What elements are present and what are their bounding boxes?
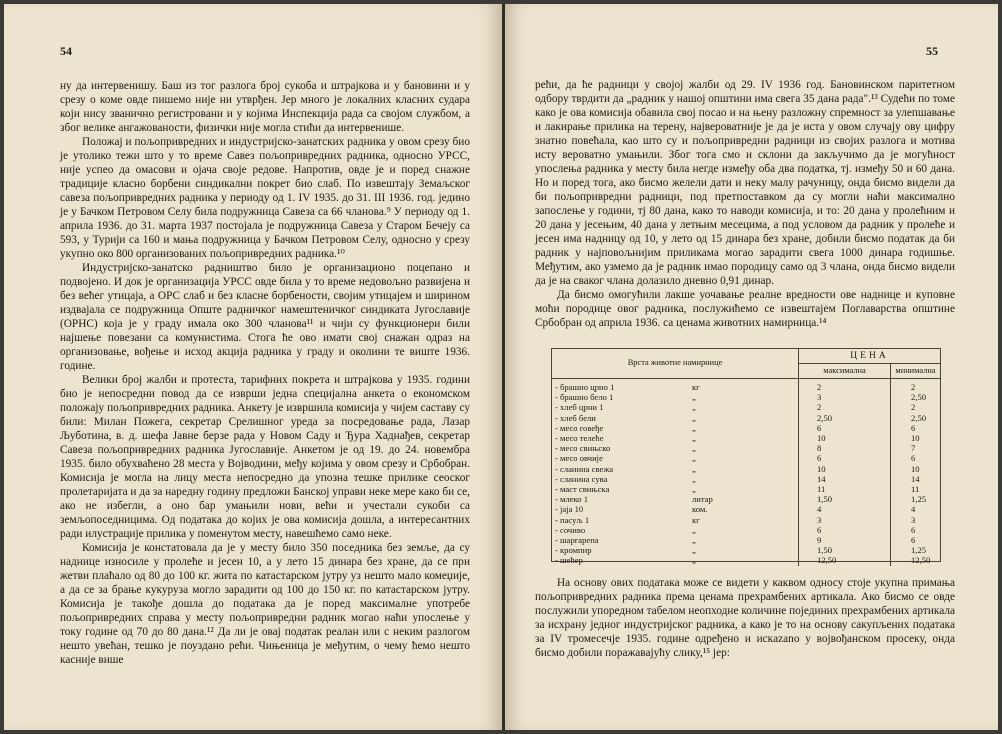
paragraph: Положај и пољопривредних и индустријско-занатских радника у овом срезу био је утолико тежи што у то време Савез пољопривредних радника, односно УРСС, није успео да омасови и ојача своје редове. Напротив, овде је и поред снажне традиције класно борбени синдикални покрет био слаб. По извештају Земаљског савеза пољопривредних радника у периоду од 1. IV 1935. до 31. III 1936. год. једино је у Бачком Петровом Селу била подружница Савеза са 66 чланова.⁹ У периоду од 1. априла 1936. до 31. марта 1937 постојала је подружница Савеза у Старом Бечеју са 593, у Турији са 160 и мања подружница у Бачком Петровом Селу, односно у срезу укупно око 800 организованих пољопривредних радника.¹⁰ <box>60 136 470 260</box>
table-cell-max: 3 <box>799 392 891 402</box>
table-cell-min: 10 <box>911 463 920 474</box>
item-name: - шећер <box>555 555 583 566</box>
table-cell-min: 6 <box>911 453 916 464</box>
item-unit: „ <box>692 484 696 495</box>
table-cell-item <box>552 515 799 525</box>
price-table <box>551 348 941 566</box>
page-number: 54 <box>60 44 72 58</box>
table-cell-max: 4 <box>799 504 891 514</box>
item-unit: „ <box>692 422 696 433</box>
table-header-max: максимална <box>799 364 891 379</box>
item-name: - маст свињска <box>555 484 610 495</box>
table-cell-min: 2 <box>911 402 916 413</box>
table-cell-max: 11 <box>799 484 891 494</box>
item-name: - месо говеђе <box>555 422 604 433</box>
table-cell-min: 2 <box>911 382 916 392</box>
item-unit: литар <box>692 494 713 505</box>
table-row <box>552 504 940 514</box>
right-page <box>505 4 998 730</box>
table-cell-item <box>552 484 799 494</box>
table-cell-item <box>552 525 799 535</box>
table-row <box>552 402 940 412</box>
table-cell-item <box>552 379 799 393</box>
paragraph: Да бисмо омогућили лакше уочавање реалне вредности ове наднице и куповне моћи породице овог радника, послужићемо се извештајем Поглаварства општине Србобран од априла 1936. са ценама животних намирница.¹⁴ <box>535 289 955 329</box>
item-name: - месо свињско <box>555 443 611 454</box>
item-name: - хлеб црни 1 <box>555 402 604 413</box>
table-cell-min: 6 <box>911 524 916 535</box>
table-cell-item <box>552 474 799 484</box>
item-unit: ком. <box>692 504 708 515</box>
table-cell-max: 6 <box>799 453 891 463</box>
item-name: - сочиво <box>555 524 586 535</box>
paragraph: Велики број жалби и протеста, тарифних покрета и штрајкова у 1935. години био је непосредни повод да се изврши једна специјална анкета о економском положају пољопривредних радника. Анкету је извршила комисија у чијем саставу су били: Милан Пожега, секретар Срелишног уреда за посредовање рада, Лазар Љуботина, в. д. шефа Јавне берзе рада у Новом Саду и Ђура Хаднађев, секретар Савеза пољопривредних радника Југославије. Анкетом је од 19. до 24. новембра 1935. било обухваћено 28 места у Војводини, међу којима у овом срезу и Србобран. Комисија је могла на лицу места непосредно да упозна тешке прилике сеоског пролетаријата и да за наредну годину предложи Банској управи неке мере како би се, ако не избегли, а оно бар умањили нови, већи и учестали сукоби са земљопоседницима. Од података до којих је ова комисија дошла, а интересантних ради илустрације прилика у поменутом месту, навешћемо само неке. <box>60 374 470 540</box>
left-page <box>4 4 502 730</box>
table-header-price: ЦЕНА <box>799 349 941 364</box>
right-page-text-bottom <box>535 576 955 660</box>
item-unit: кг <box>692 382 700 392</box>
item-unit: „ <box>692 433 696 444</box>
table-row <box>552 545 940 555</box>
table-cell-max: 1,50 <box>799 494 891 504</box>
table-cell-item <box>552 555 799 565</box>
table-cell-max: 10 <box>799 433 891 443</box>
paragraph: Комисија је констатовала да је у месту било 350 поседника без земље, да су наднице износиле у пролеће и јесен 10, а у лето 15 динара без хране, да се при жетви плаћало од 80 до 100 кг. жита по катастарском јутру уз нешто мало комеџије, а да се за брање кукуруза могло зарадити од 100 до 150 кг. по катастарском јутру. Комисија је такође дошла до података да је поред максималне употребе пољопривредних справа у месту пољопривредни радник могао наћи упослење у току године од 70 до 80 дана.¹² Да ли је овај податак реалан или с неким разлогом нешто увећан, тешко је поуздано рећи. Чињеница је међутим, о чему ћемо нешто касније више <box>60 542 470 666</box>
table-cell-min: 6 <box>911 535 916 546</box>
table-row <box>552 535 940 545</box>
table-cell-min: 14 <box>911 473 920 484</box>
item-unit: кг <box>692 514 700 525</box>
item-name: - брашно црно 1 <box>555 382 615 392</box>
item-name: - месо овчије <box>555 453 603 464</box>
item-name: - сланина сува <box>555 473 608 484</box>
item-unit: „ <box>692 392 696 403</box>
paragraph: ну да интервенишу. Баш из тог разлога број сукоба и штрајкова и у бановини и у срезу о коме овде пишемо није ни утврђен. Јер много је локалних класних судара који нису званично регистровани и у којима Инспекција рада са својом службом, а због велике ангажованости, физички није могла стићи да интервенише. <box>60 80 470 134</box>
item-name: - шаргарепа <box>555 535 599 546</box>
table-cell-item <box>552 504 799 514</box>
table-cell-item <box>552 433 799 443</box>
table-cell-item <box>552 443 799 453</box>
table-cell-min: 2,50 <box>911 412 927 423</box>
table-cell-max: 2,50 <box>799 413 891 423</box>
table-row <box>552 379 940 393</box>
table-row <box>552 474 940 484</box>
table-cell-min: 2,50 <box>911 392 927 403</box>
table-cell-min: 12,50 <box>911 555 931 566</box>
item-name: - хлеб бели <box>555 412 596 423</box>
table-cell-min: 4 <box>911 504 916 515</box>
item-unit: „ <box>692 545 696 556</box>
table-row <box>552 555 940 565</box>
table-cell-max: 2 <box>799 379 891 393</box>
table-cell-max: 6 <box>799 423 891 433</box>
item-name: - брашно бело 1 <box>555 392 614 403</box>
table-row <box>552 443 940 453</box>
table-header-item: Врста животне намирнице <box>552 349 799 379</box>
item-unit: „ <box>692 555 696 566</box>
table-cell-max: 8 <box>799 443 891 453</box>
table-cell-max: 12,50 <box>799 555 891 565</box>
table-cell-max: 6 <box>799 525 891 535</box>
table-body <box>552 379 940 566</box>
item-unit: „ <box>692 524 696 535</box>
left-page-text <box>60 79 470 667</box>
table-row <box>552 413 940 423</box>
item-name: - месо телеће <box>555 433 604 444</box>
table-header-min: минимална <box>891 364 941 379</box>
table-row <box>552 453 940 463</box>
item-name: - кромпир <box>555 545 592 556</box>
item-name: - млеко 1 <box>555 494 589 505</box>
table-cell-item <box>552 494 799 504</box>
table-cell-min: 7 <box>911 443 916 454</box>
table-cell-item <box>552 402 799 412</box>
item-unit: „ <box>692 463 696 474</box>
table-cell-item <box>552 453 799 463</box>
item-unit: „ <box>692 453 696 464</box>
table-cell-min: 11 <box>911 484 920 495</box>
table-row <box>552 494 940 504</box>
table-cell-item <box>552 545 799 555</box>
item-name: - јаја 10 <box>555 504 584 515</box>
table-cell-item <box>552 392 799 402</box>
table-row <box>552 423 940 433</box>
table-cell-max: 14 <box>799 474 891 484</box>
paragraph: На основу ових података може се видети у каквом односу стоје укупна примања пољопривредних радника према ценама прехрамбених артикала. Ако бисмо се овде послужили упоредном табелом неопходне количине појединих прехрамбених артикала за исхрану једног индустријског радника, а како је то на основу сакупљених података за IV тромесечје 1935. године одређено и искazano у војвођанском просеку, онда бисмо добили поражавајућу слику,¹⁵ јер: <box>535 577 955 659</box>
table-cell-item <box>552 464 799 474</box>
table-cell-min: 1,25 <box>911 494 927 505</box>
table-cell-max: 2 <box>799 402 891 412</box>
item-unit: „ <box>692 412 696 423</box>
page-number: 55 <box>926 44 938 58</box>
item-name: - сланина свежа <box>555 463 614 474</box>
table-cell-max: 10 <box>799 464 891 474</box>
paragraph: Индустријско-занатско радништво било је организационо поцепано и подвојено. И док је организација УРСС овде била у то време недовољно развијена и без већег утицаја, а ОРС слаб и без класне борбености, својим утицајем и ширином издвајала се подружница Опште радничког намештеничког синдиката Југославије (ОРНС) која је у граду имала око 300 чланова¹¹ и чији су функционери били најшење повезани са комунистима. Стога ће ово имати свој снажан одраз на организовање, вођење и исход акција радника у граду и околини те виште 1936. године. <box>60 262 470 372</box>
table-cell-max: 1,50 <box>799 545 891 555</box>
table-cell-min: 10 <box>911 433 920 444</box>
table-row <box>552 464 940 474</box>
table-cell-item <box>552 413 799 423</box>
table-cell-max: 9 <box>799 535 891 545</box>
table-cell-max: 3 <box>799 515 891 525</box>
table-cell-min: 3 <box>911 514 916 525</box>
item-unit: „ <box>692 535 696 546</box>
paragraph: рећи, да ће радници у својој жалби од 29. IV 1936 год. Бановинском паритетном одбору тврдити да „радник у нашој општини има свега 35 дана рада".¹³ Судећи по томе како је ова комисија обавила свој посао и на њену разложну спремност за улепшавање и лакирање прилика на терену, највероватније је да је иста у овом случају ову цифру знатно повећала, као што су и пољопривредни радници из својих разлога и мотива исту вероватно умањили. Због тога смо и склони да закључимо да је могућност упослења радника у месту била негде између оба два податка, тј. између 50 и 60 дана. Но и поред тога, ако бисмо желели дати и неку малу рачуницу, онда бисмо видели да би пољопривредни радници, под претпоставком да су могли наћи максимално запослење у години, тј 80 дана, како то наводи комисија, и то: 20 дана у пролећним и 20 дана у јесењим, 40 дана у летњим месецима, а под условом да радник у пролеће и јесен има надницу од 10, у лето од 15 динара без хране, добили бисмо податак да би радник у најповољнијим приликама могао зарадити свега 1000 динара годишње. Међутим, ако узмемо да је радник имао породицу само од 3 члана, онда бисмо видели да је на сваког члана долазило дневно 0,91 динар. <box>535 79 955 287</box>
table-cell-item <box>552 423 799 433</box>
item-name: - пасуљ 1 <box>555 514 590 525</box>
right-page-text-top <box>535 78 955 330</box>
item-unit: „ <box>692 443 696 454</box>
item-unit: „ <box>692 402 696 413</box>
table-cell-min: 6 <box>911 422 916 433</box>
table-row <box>552 515 940 525</box>
table-cell-min: 1,25 <box>911 545 927 556</box>
item-unit: „ <box>692 473 696 484</box>
table-row <box>552 392 940 402</box>
book-spread <box>4 4 998 730</box>
table-row <box>552 525 940 535</box>
table-cell-item <box>552 535 799 545</box>
table-row <box>552 484 940 494</box>
table-row <box>552 433 940 443</box>
